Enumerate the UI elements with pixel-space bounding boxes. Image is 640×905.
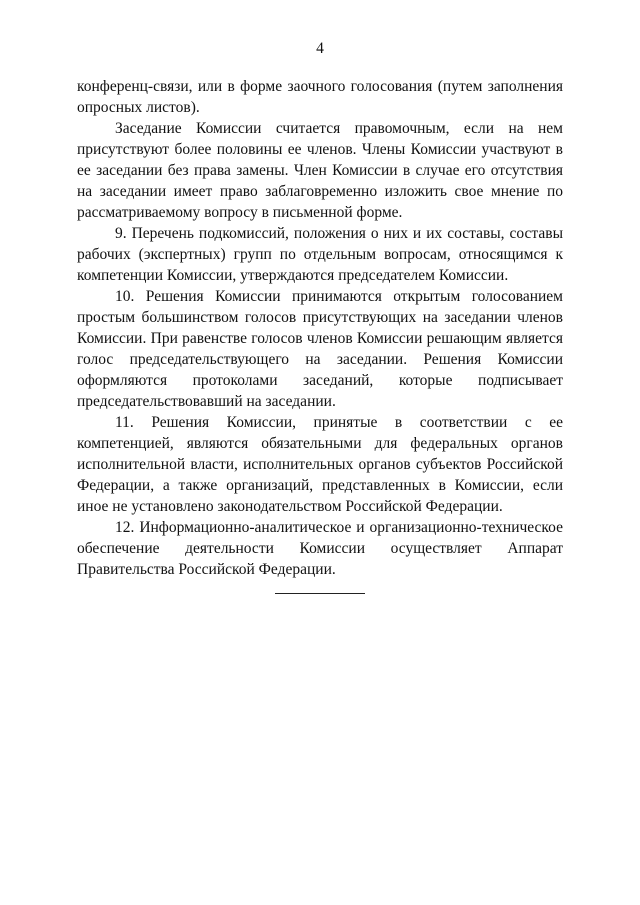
paragraph-item-11: 11. Решения Комиссии, принятые в соответствии с ее компетенцией, являются обязательными для федеральных органов исполнительной власти, исполнительных органов субъектов Российской Федерации, а также организаций, представленных в Комиссии, если иное не установлено законодательством Российской Федерации. <box>77 414 563 515</box>
paragraph-item-9: 9. Перечень подкомиссий, положения о них и их составы, составы рабочих (экспертных) групп по отдельным вопросам, относящимся к компетенции Комиссии, утверждаются председателем Комиссии. <box>77 225 563 284</box>
paragraph-item-10: 10. Решения Комиссии принимаются открытым голосованием простым большинством голосов присутствующих на заседании членов Комиссии. При равенстве голосов членов Комиссии решающим является голос председательствующего на заседании. Решения Комиссии оформляются протоколами заседаний, которые подписывает председательствовавший на заседании. <box>77 288 563 410</box>
end-separator-line <box>275 593 365 594</box>
paragraph-continuation: конференц-связи, или в форме заочного голосования (путем заполнения опросных листов). <box>77 78 563 116</box>
page-number: 4 <box>316 40 324 57</box>
paragraph-item-12: 12. Информационно-аналитическое и организационно-техническое обеспечение деятельности Комиссии осуществляет Аппарат Правительства Российской Федерации. <box>77 519 563 578</box>
document-body <box>77 76 563 580</box>
paragraph-quorum: Заседание Комиссии считается правомочным, если на нем присутствуют более половины ее членов. Члены Комиссии участвуют в ее заседании без права замены. Член Комиссии в случае его отсутствия на заседании имеет право заблаговременно изложить свое мнение по рассматриваемому вопросу в письменной форме. <box>77 120 563 221</box>
